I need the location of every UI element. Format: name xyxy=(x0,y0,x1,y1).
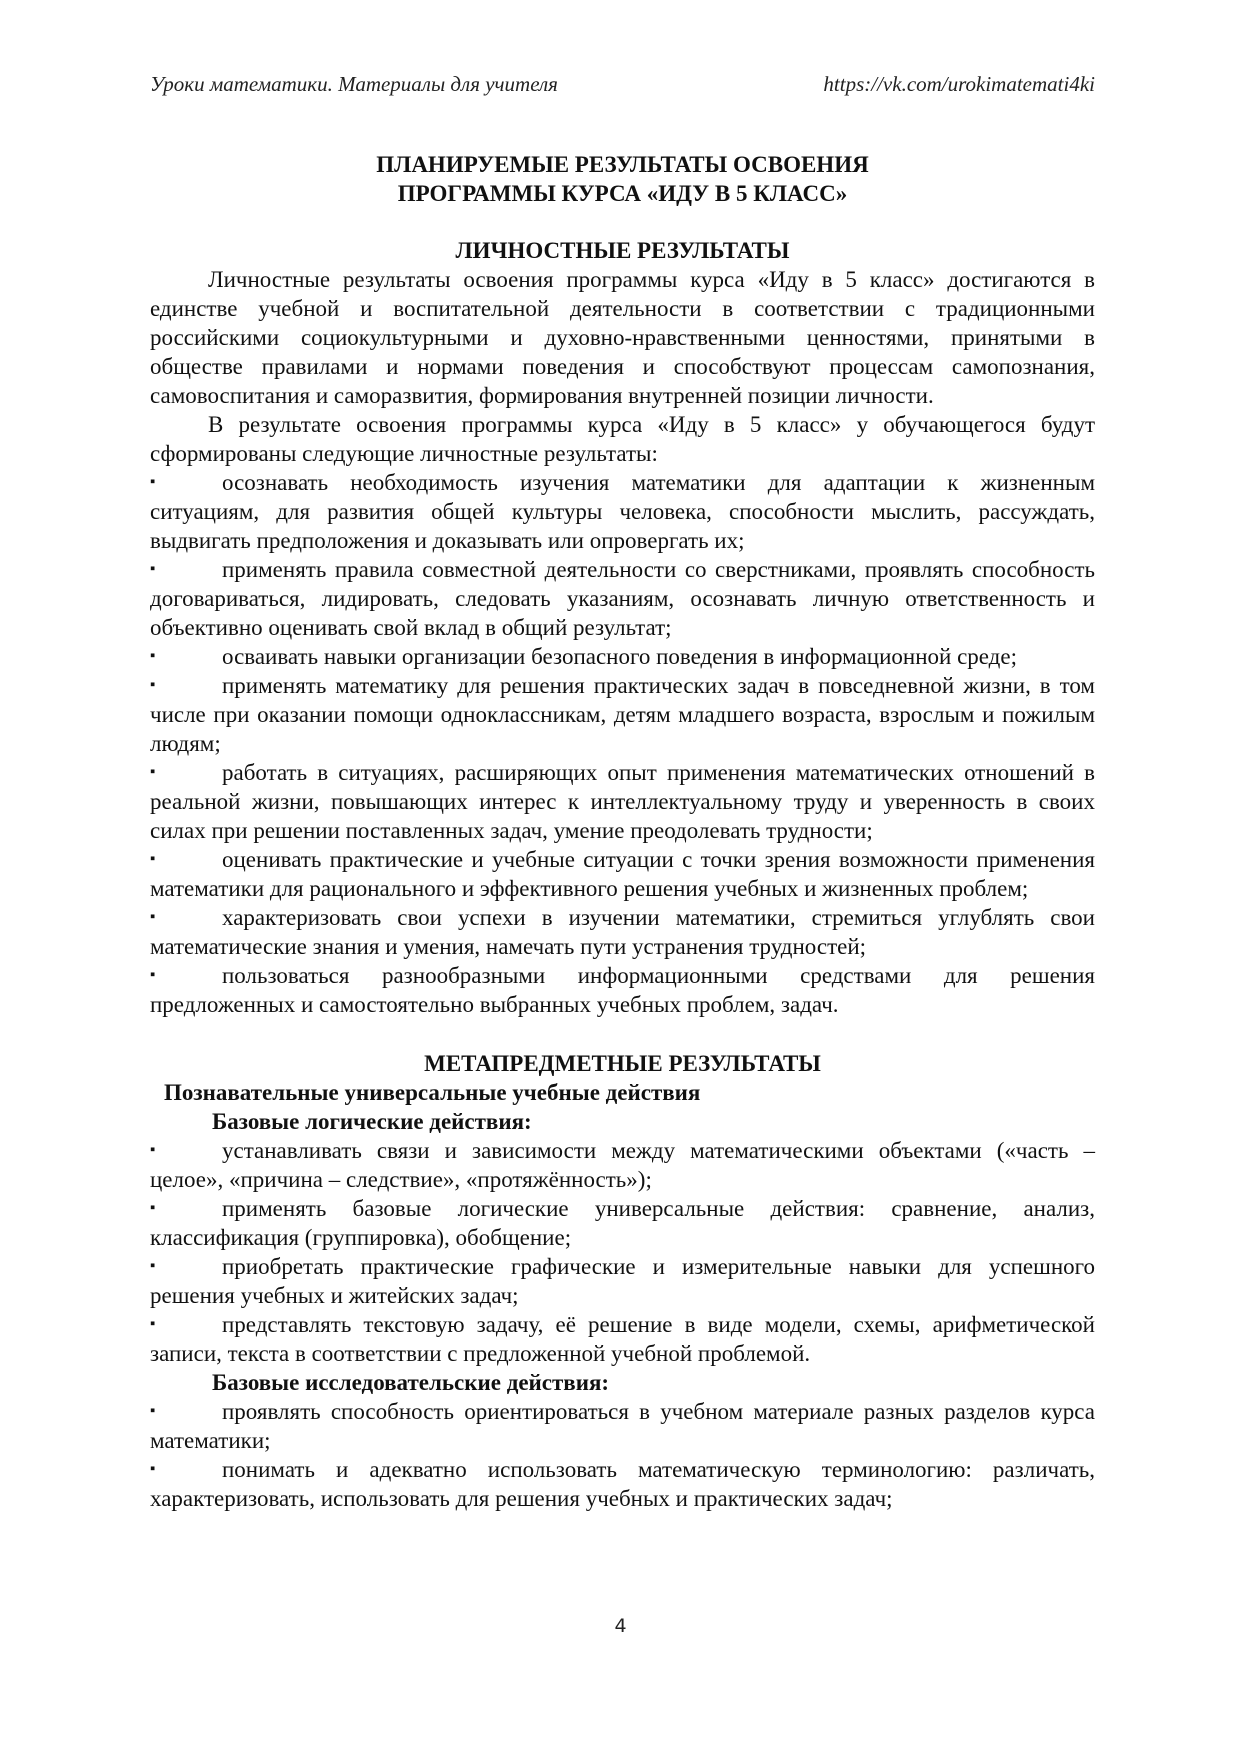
list-item: ▪ применять базовые логические универсальные действия: сравнение, анализ, классификация (группировка), обобщение; xyxy=(150,1196,1095,1250)
document-body xyxy=(150,150,1095,1513)
bullet-icon: ▪ xyxy=(150,1461,156,1477)
bullet-icon: ▪ xyxy=(150,677,156,693)
list-item: ▪ применять математику для решения практических задач в повседневной жизни, в том числе при оказании помощи одноклассникам, детям младшего возраста, взрослым и пожилым людям; xyxy=(150,673,1095,756)
list-item: ▪ пользоваться разнообразными информационными средствами для решения предложенных и самостоятельно выбранных учебных проблем, задач. xyxy=(150,963,1095,1017)
bullet-icon: ▪ xyxy=(150,1258,156,1274)
bullet-icon: ▪ xyxy=(150,561,156,577)
meta-results-heading: МЕТАПРЕДМЕТНЫЕ РЕЗУЛЬТАТЫ xyxy=(424,1051,821,1076)
list-item: ▪ характеризовать свои успехи в изучении математики, стремиться углублять свои математические знания и умения, намечать пути устранения трудностей; xyxy=(150,905,1095,959)
list-item: ▪ применять правила совместной деятельности со сверстниками, проявлять способность договариваться, лидировать, следовать указаниям, осознавать личную ответственность и объективно оценивать свой вклад в общий результат; xyxy=(150,557,1095,640)
list-item: ▪ оценивать практические и учебные ситуации с точки зрения возможности применения математики для рационального и эффективного решения учебных и жизненных проблем; xyxy=(150,847,1095,901)
bullet-icon: ▪ xyxy=(150,648,156,664)
page-number: 4 xyxy=(614,1615,627,1637)
document-title-line2: ПРОГРАММЫ КУРСА «ИДУ В 5 КЛАСС» xyxy=(397,181,848,206)
personal-paragraph-1: Личностные результаты освоения программы курса «Иду в 5 класс» достигаются в единстве учебной и воспитательной деятельности в соответствии с традиционными российскими социокультурными и духовно-нравственными ценностями, принятыми в обществе правилами и нормами поведения и способствуют процессам самопознания, самовоспитания и саморазвития, формирования внутренней позиции личности. xyxy=(150,267,1095,408)
page-header xyxy=(150,72,1095,97)
personal-results-heading: ЛИЧНОСТНЫЕ РЕЗУЛЬТАТЫ xyxy=(455,238,790,263)
list-item: ▪ представлять текстовую задачу, её решение в виде модели, схемы, арифметической записи, текста в соответствии с предложенной учебной проблемой. xyxy=(150,1312,1095,1366)
bullet-icon: ▪ xyxy=(150,764,156,780)
list-item: ▪ проявлять способность ориентироваться в учебном материале разных разделов курса математики; xyxy=(150,1399,1095,1453)
bullet-icon: ▪ xyxy=(150,909,156,925)
bullet-icon: ▪ xyxy=(150,474,156,490)
list-item: ▪ осваивать навыки организации безопасного поведения в информационной среде; xyxy=(150,644,1017,669)
bullet-icon: ▪ xyxy=(150,1200,156,1216)
header-url[interactable]: https://vk.com/urokimatemati4ki xyxy=(823,72,1095,96)
list-item: ▪ работать в ситуациях, расширяющих опыт применения математических отношений в реальной жизни, повышающих интерес к интеллектуальному труду и уверенность в своих силах при решении поставленных задач, умение преодолевать трудности; xyxy=(150,760,1095,843)
logical-actions-heading: Базовые логические действия: xyxy=(212,1109,532,1134)
personal-results-list xyxy=(150,468,1095,1019)
list-item: ▪ устанавливать связи и зависимости между математическими объектами («часть – целое», «причина – следствие», «протяжённость»); xyxy=(150,1138,1095,1192)
personal-paragraph-2: В результате освоения программы курса «Иду в 5 класс» у обучающегося будут сформированы следующие личностные результаты: xyxy=(150,412,1095,466)
list-item: ▪ понимать и адекватно использовать математическую терминологию: различать, характеризовать, использовать для решения учебных и практических задач; xyxy=(150,1457,1095,1511)
bullet-icon: ▪ xyxy=(150,1403,156,1419)
list-item: ▪ приобретать практические графические и измерительные навыки для успешного решения учебных и житейских задач; xyxy=(150,1254,1095,1308)
research-actions-heading: Базовые исследовательские действия: xyxy=(212,1370,610,1395)
bullet-icon: ▪ xyxy=(150,851,156,867)
cognitive-actions-heading: Познавательные универсальные учебные действия xyxy=(164,1080,701,1105)
logical-actions-list xyxy=(150,1136,1095,1368)
bullet-icon: ▪ xyxy=(150,1316,156,1332)
document-title-line1: ПЛАНИРУЕМЫЕ РЕЗУЛЬТАТЫ ОСВОЕНИЯ xyxy=(376,152,869,177)
list-item: ▪ осознавать необходимость изучения математики для адаптации к жизненным ситуациям, для развития общей культуры человека, способности мыслить, рассуждать, выдвигать предположения и доказывать или опровергать их; xyxy=(150,470,1095,553)
header-left-text: Уроки математики. Материалы для учителя xyxy=(150,72,558,96)
bullet-icon: ▪ xyxy=(150,967,156,983)
bullet-icon: ▪ xyxy=(150,1142,156,1158)
research-actions-list xyxy=(150,1397,1095,1513)
